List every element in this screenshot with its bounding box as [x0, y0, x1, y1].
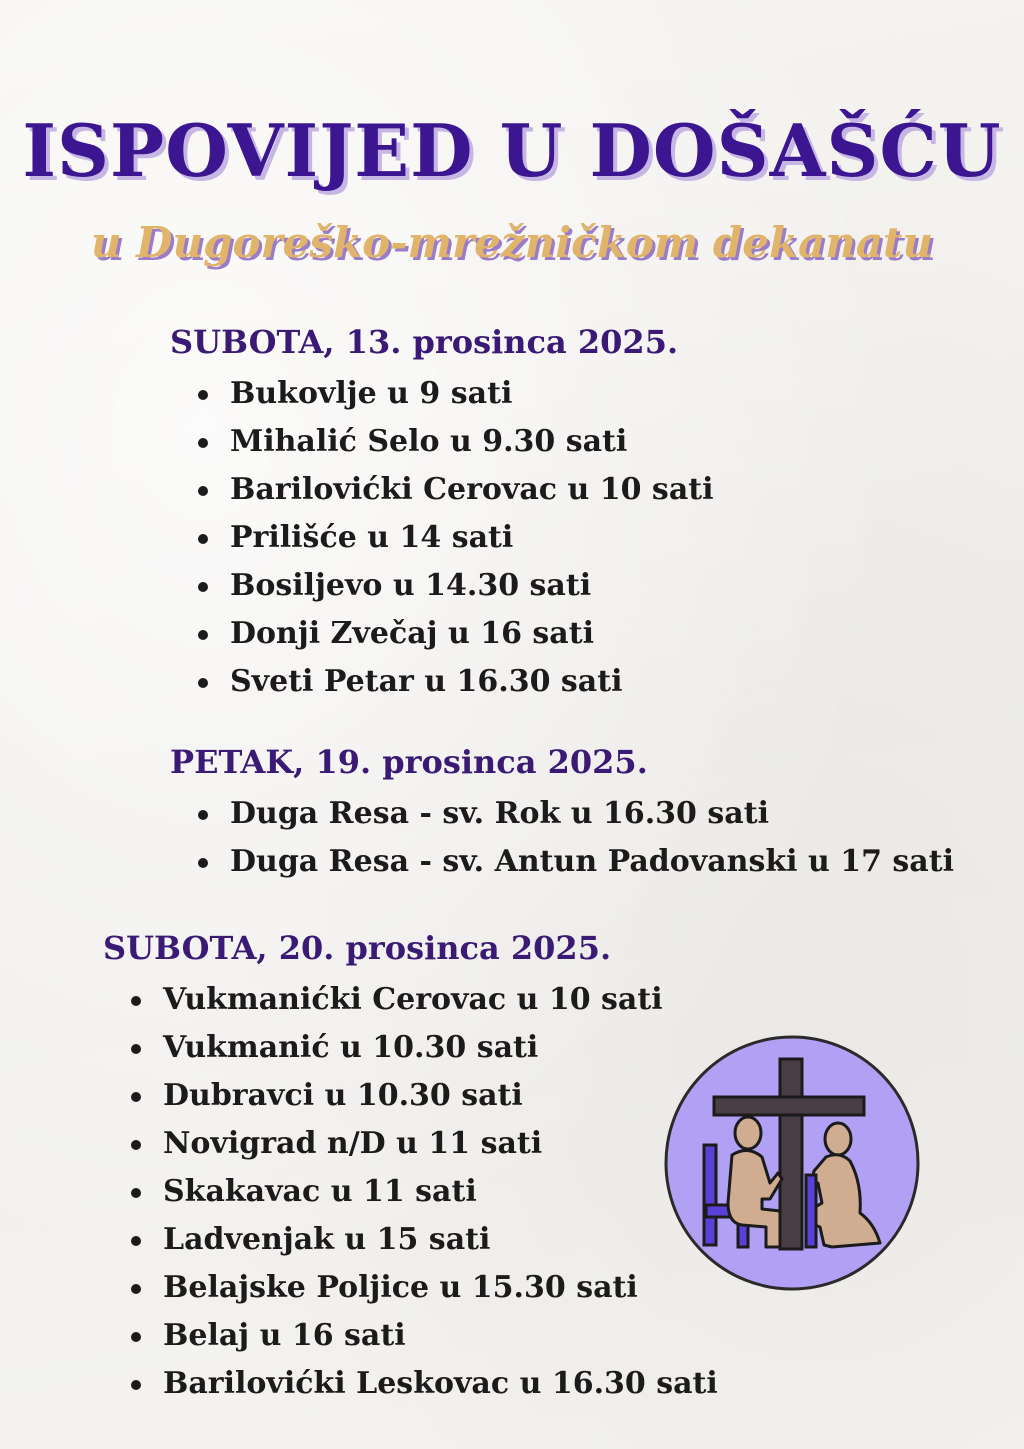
bullet-icon	[198, 630, 208, 640]
list-item	[131, 1024, 718, 1072]
bullet-icon	[198, 810, 208, 820]
list-item-label: Bosiljevo u 14.30 sati	[230, 568, 592, 603]
bullet-icon	[131, 1284, 141, 1294]
bullet-icon	[198, 858, 208, 868]
list-item-label: Belaj u 16 sati	[163, 1318, 406, 1353]
confession-cross-icon	[662, 1033, 922, 1293]
list-item-label: Sveti Petar u 16.30 sati	[230, 664, 623, 699]
list-item	[198, 418, 714, 466]
list-item-label: Donji Zvečaj u 16 sati	[230, 616, 594, 651]
list-item	[131, 1216, 718, 1264]
list-item-label: Barilovićki Cerovac u 10 sati	[230, 472, 714, 507]
list-item	[198, 562, 714, 610]
kneeler-shape	[806, 1175, 816, 1247]
list-item	[131, 1312, 718, 1360]
page-subtitle: u Dugoreško-mrežničkom dekanatu	[90, 218, 933, 267]
list-item-label: Dubravci u 10.30 sati	[163, 1078, 523, 1113]
bullet-icon	[198, 438, 208, 448]
parish-list	[103, 976, 718, 1408]
section-heading: SUBOTA, 13. prosinca 2025.	[170, 323, 679, 361]
schedule-section-dec-13	[170, 318, 714, 706]
list-item-label: Barilovićki Leskovac u 16.30 sati	[163, 1366, 718, 1401]
list-item	[198, 838, 954, 886]
section-heading: PETAK, 19. prosinca 2025.	[170, 743, 648, 781]
list-item	[198, 610, 714, 658]
parish-list	[170, 790, 954, 886]
bullet-icon	[131, 1092, 141, 1102]
list-item	[131, 1120, 718, 1168]
bullet-icon	[131, 996, 141, 1006]
bullet-icon	[198, 486, 208, 496]
schedule-section-dec-20	[103, 924, 718, 1408]
list-item-label: Bukovlje u 9 sati	[230, 376, 513, 411]
bullet-icon	[198, 534, 208, 544]
list-item	[198, 370, 714, 418]
list-item-label: Prilišće u 14 sati	[230, 520, 514, 555]
section-heading: SUBOTA, 20. prosinca 2025.	[103, 929, 612, 967]
list-item	[131, 1264, 718, 1312]
list-item	[131, 1072, 718, 1120]
parish-list	[170, 370, 714, 706]
bullet-icon	[131, 1044, 141, 1054]
list-item-label: Duga Resa - sv. Antun Padovanski u 17 sati	[230, 844, 954, 879]
bullet-icon	[131, 1332, 141, 1342]
list-item	[198, 658, 714, 706]
list-item-label: Vukmanić u 10.30 sati	[163, 1030, 539, 1065]
page-title: ISPOVIJED U DOŠAŠĆU	[22, 108, 1002, 193]
list-item-label: Duga Resa - sv. Rok u 16.30 sati	[230, 796, 769, 831]
list-item	[198, 790, 954, 838]
bullet-icon	[131, 1236, 141, 1246]
list-item	[131, 1168, 718, 1216]
list-item	[131, 1360, 718, 1408]
bullet-icon	[131, 1140, 141, 1150]
list-item-label: Skakavac u 11 sati	[163, 1174, 477, 1209]
bullet-icon	[198, 678, 208, 688]
list-item-label: Novigrad n/D u 11 sati	[163, 1126, 543, 1161]
list-item-label: Vukmanićki Cerovac u 10 sati	[163, 982, 663, 1017]
bullet-icon	[131, 1380, 141, 1390]
list-item	[131, 976, 718, 1024]
schedule-section-dec-19	[170, 738, 954, 886]
bullet-icon	[198, 582, 208, 592]
list-item-label: Belajske Poljice u 15.30 sati	[163, 1270, 638, 1305]
bullet-icon	[131, 1188, 141, 1198]
list-item	[198, 514, 714, 562]
list-item-label: Ladvenjak u 15 sati	[163, 1222, 491, 1257]
bullet-icon	[198, 390, 208, 400]
list-item	[198, 466, 714, 514]
list-item-label: Mihalić Selo u 9.30 sati	[230, 424, 628, 459]
